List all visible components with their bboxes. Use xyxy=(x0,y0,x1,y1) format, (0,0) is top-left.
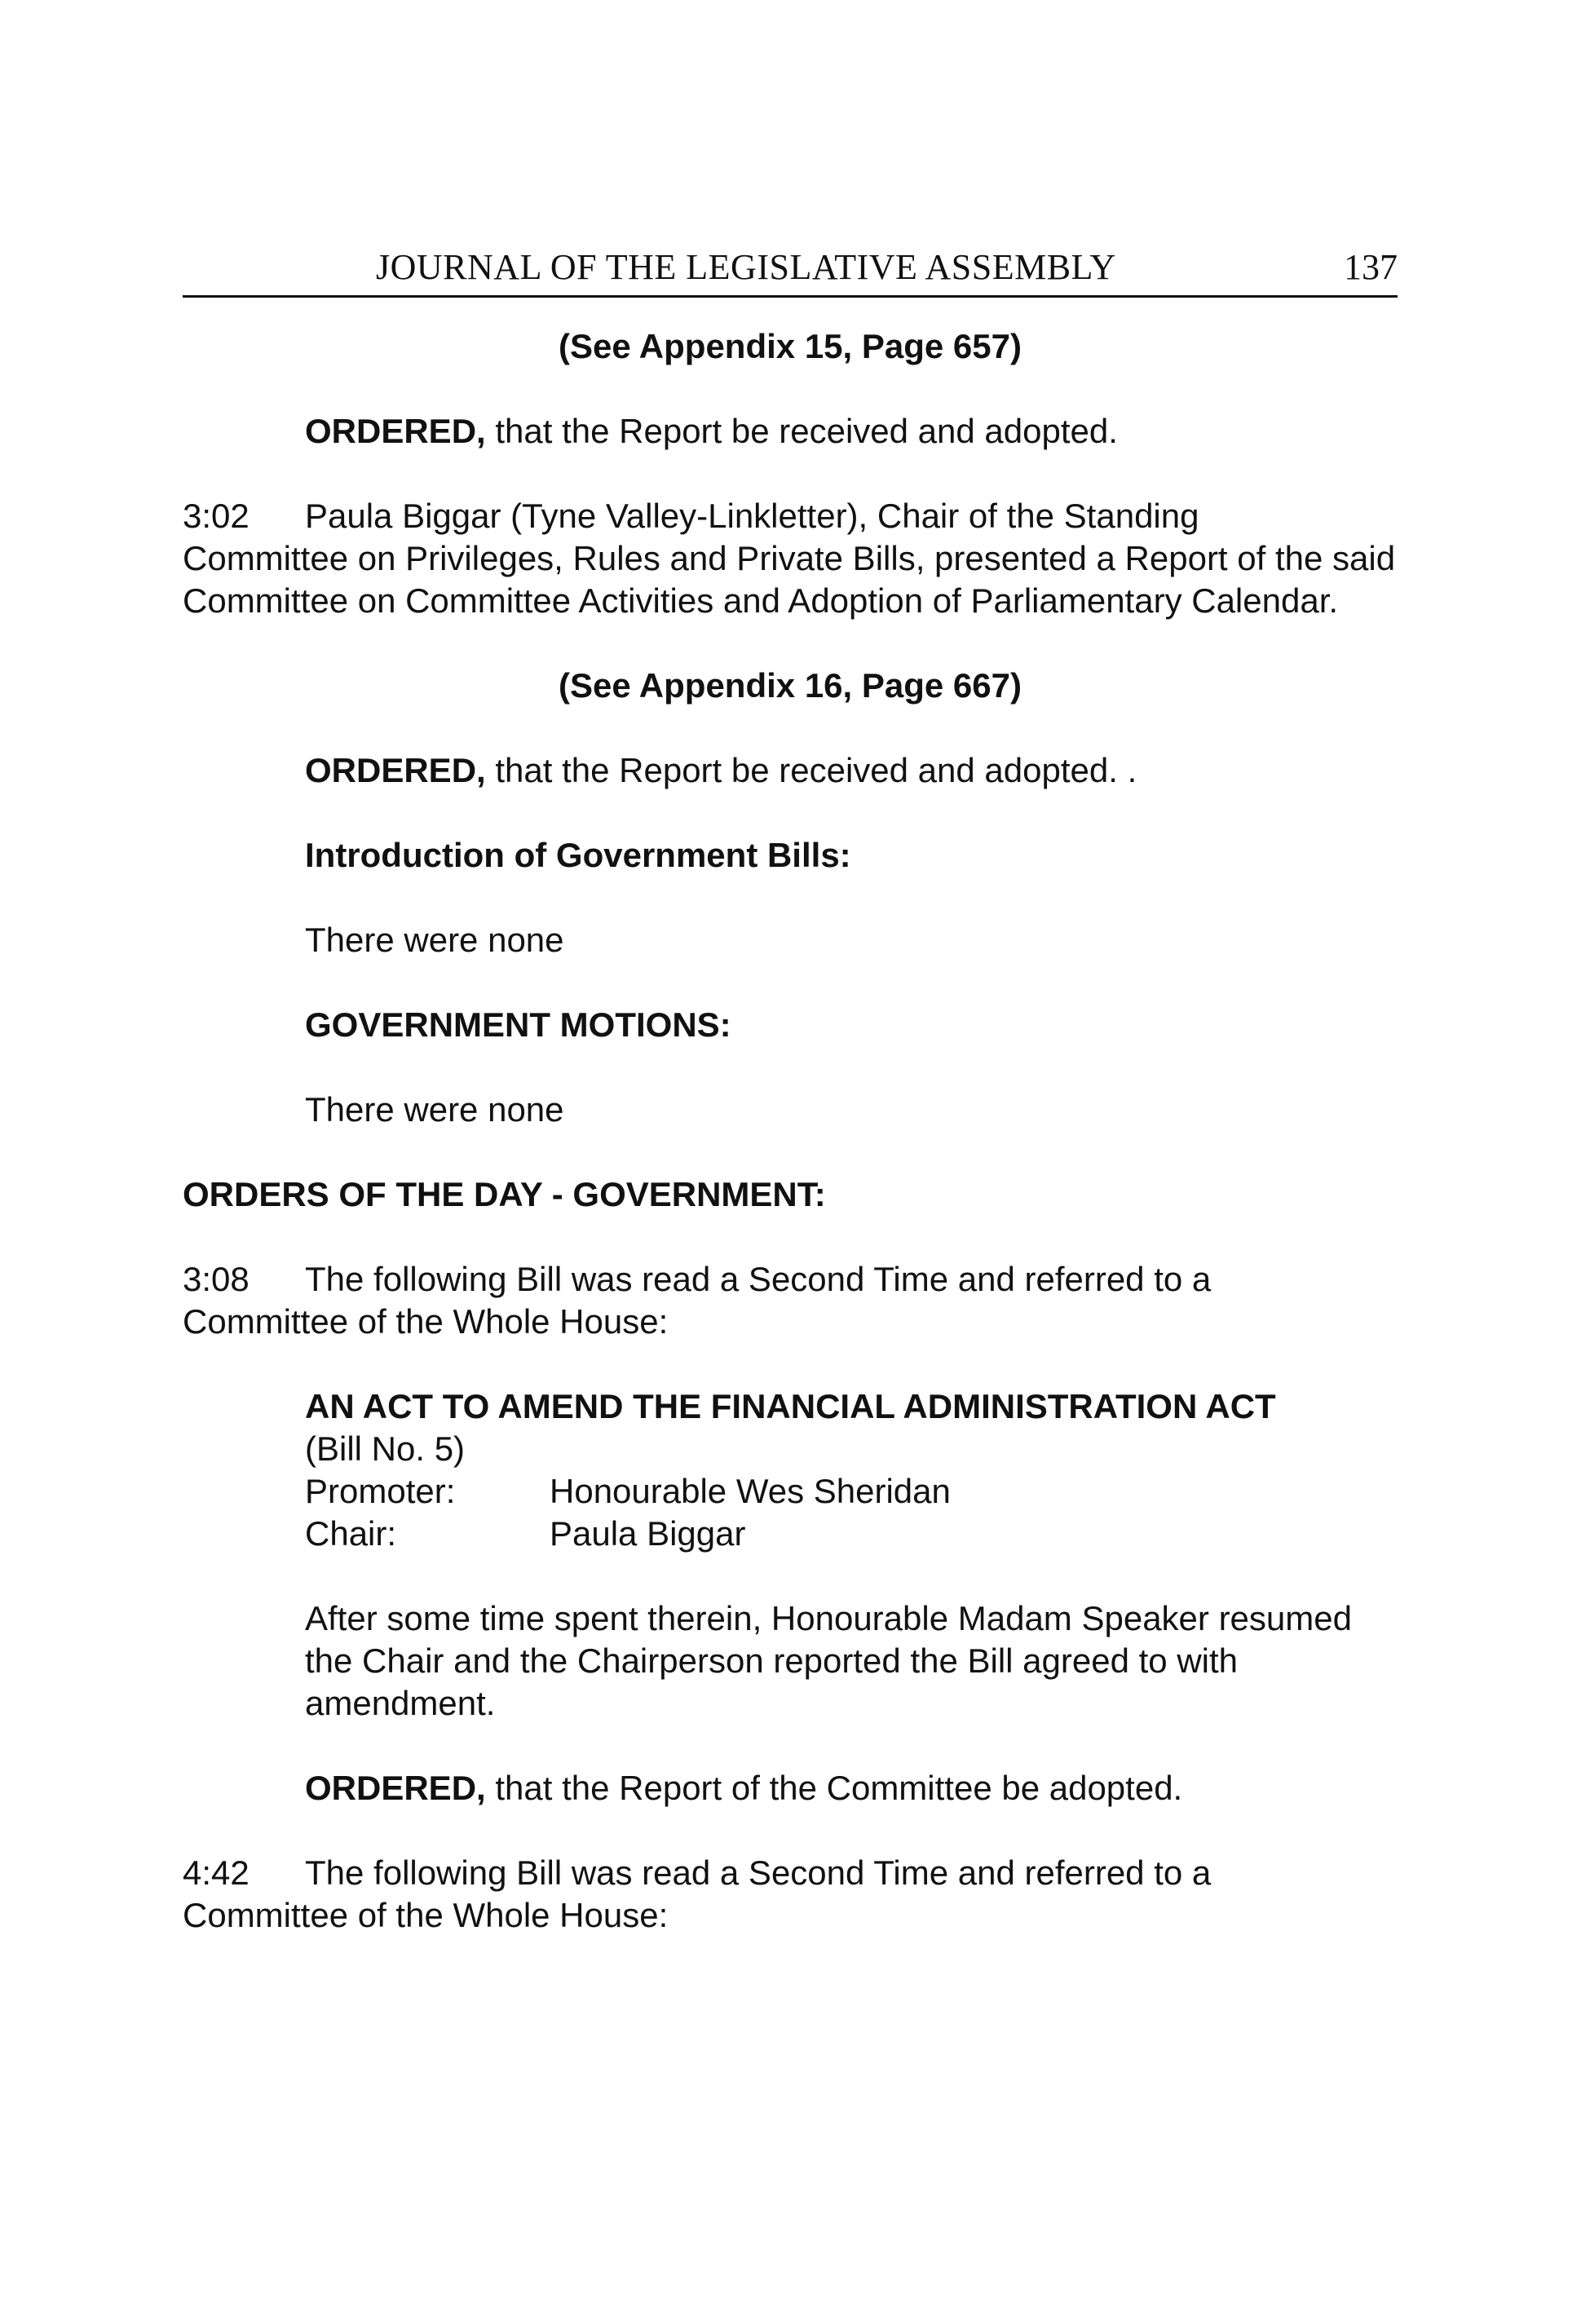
ordered-text: that the Report of the Committee be adopted. xyxy=(485,1769,1183,1807)
ordered-paragraph-1 xyxy=(183,410,1398,453)
entry-time: 4:42 xyxy=(183,1853,250,1892)
entry-text-rest: Committee of the Whole House: xyxy=(183,1302,669,1341)
committee-report-paragraph: After some time spent therein, Honourable Madam Speaker resumed the Chair and the Chairperson reported the Bill agreed to with amendment. xyxy=(305,1599,1352,1722)
entry-442 xyxy=(183,1852,1398,1937)
bill-number: (Bill No. 5) xyxy=(305,1429,466,1468)
entry-text-rest: Committee of the Whole House: xyxy=(183,1896,669,1934)
appendix-reference-16: (See Appendix 16, Page 667) xyxy=(558,666,1022,705)
ordered-label: ORDERED, xyxy=(305,412,486,450)
page-number: 137 xyxy=(1344,247,1398,287)
promoter-label: Promoter: xyxy=(305,1472,456,1510)
entry-text-line1: Paula Biggar (Tyne Valley-Linkletter), Chair of the Standing xyxy=(305,497,1199,535)
ordered-paragraph-2 xyxy=(183,749,1398,792)
bill-promoter-row xyxy=(305,1470,1398,1513)
intro-gov-bills-text: There were none xyxy=(305,921,564,959)
entry-text-rest: Committee on Privileges, Rules and Private Bills, presented a Report of the said Committee on Committee Activities and Adoption of Parliamentary Calendar. xyxy=(183,539,1396,620)
entry-text-line1: The following Bill was read a Second Time and referred to a xyxy=(305,1260,1212,1298)
chair-label: Chair: xyxy=(305,1514,397,1553)
gov-motions-text: There were none xyxy=(305,1090,564,1129)
chair-value: Paula Biggar xyxy=(550,1514,746,1553)
orders-of-the-day-heading: ORDERS OF THE DAY - GOVERNMENT: xyxy=(183,1175,826,1213)
journal-title: JOURNAL OF THE LEGISLATIVE ASSEMBLY xyxy=(376,247,1116,287)
ordered-label: ORDERED, xyxy=(305,751,486,789)
bill-block xyxy=(183,1385,1398,1555)
entry-text-line1: The following Bill was read a Second Time and referred to a xyxy=(305,1853,1212,1892)
entry-time: 3:02 xyxy=(183,497,250,535)
ordered-label: ORDERED, xyxy=(305,1769,486,1807)
entry-308 xyxy=(183,1258,1398,1343)
gov-motions-heading: GOVERNMENT MOTIONS: xyxy=(305,1005,731,1044)
running-header xyxy=(183,245,1398,298)
bill-title: AN ACT TO AMEND THE FINANCIAL ADMINISTRATION ACT xyxy=(305,1387,1276,1425)
journal-content xyxy=(183,298,1398,1937)
appendix-reference-15: (See Appendix 15, Page 657) xyxy=(558,327,1022,365)
entry-time: 3:08 xyxy=(183,1260,250,1298)
promoter-value: Honourable Wes Sheridan xyxy=(550,1472,951,1510)
ordered-text: that the Report be received and adopted. xyxy=(485,412,1118,450)
intro-gov-bills-heading: Introduction of Government Bills: xyxy=(305,836,851,874)
journal-page xyxy=(183,245,1398,1979)
ordered-paragraph-3 xyxy=(183,1767,1398,1809)
bill-chair-row xyxy=(305,1513,1398,1555)
ordered-text: that the Report be received and adopted. . xyxy=(485,751,1137,789)
entry-302 xyxy=(183,495,1398,622)
